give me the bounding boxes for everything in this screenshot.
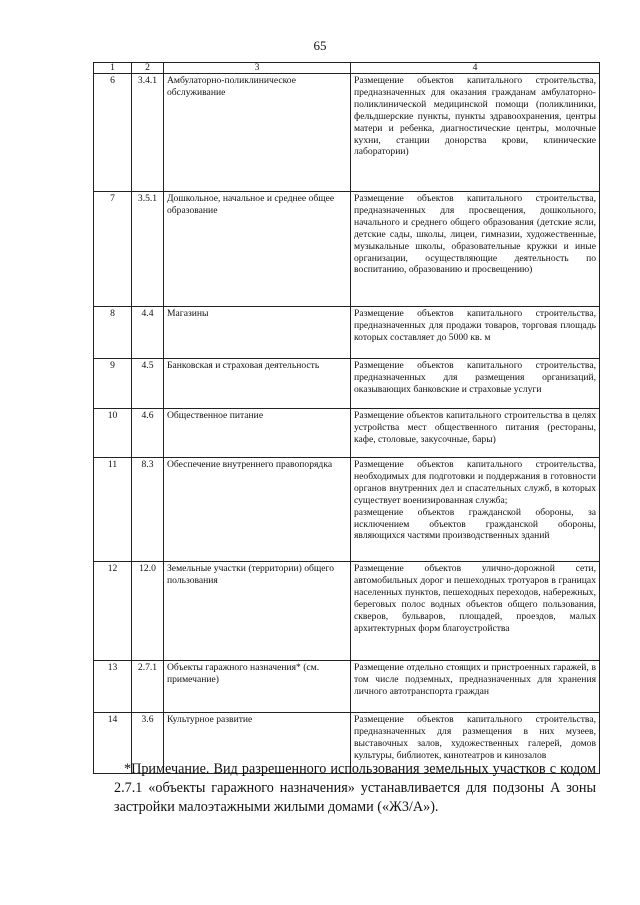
row-name: Обеспечение внутреннего правопорядка [164,458,351,562]
row-name: Культурное развитие [164,713,351,774]
row-number: 13 [94,661,132,713]
row-description: Размещение объектов капитального строительства в целях устройства мест общественного питания (рестораны, кафе, столовые, закусочные, бары) [351,409,600,458]
row-number: 11 [94,458,132,562]
table-row [94,192,600,307]
row-description: Размещение объектов улично-дорожной сети, автомобильных дорог и пешеходных тротуаров в границах населенных пунктов, пешеходных переходов, набережных, береговых полос водных объектов общего пользования, скверов, бульваров, площадей, проездов, малых архитектурных форм благоустройства [351,562,600,661]
table-row [94,74,600,192]
row-number: 6 [94,74,132,192]
row-description: Размещение объектов капитального строительства, необходимых для подготовки и поддержания в готовности органов внутренних дел и спасательных служб, в которых существует военизированная служба; размещение объектов гражданской обороны, за исключением объектов гражданской обороны, являющихся частями производственных зданий [351,458,600,562]
row-name: Дошкольное, начальное и среднее общее образование [164,192,351,307]
row-description: Размещение объектов капитального строительства, предназначенных для размещения организаций, оказывающих банковские и страховые услуги [351,359,600,409]
row-name: Общественное питание [164,409,351,458]
row-number: 7 [94,192,132,307]
row-name: Земельные участки (территории) общего пользования [164,562,351,661]
row-number: 10 [94,409,132,458]
row-description: Размещение объектов капитального строительства, предназначенных для продажи товаров, торговая площадь которых составляет до 5000 кв. м [351,307,600,359]
page-number: 65 [313,38,327,53]
table-body [94,74,600,774]
row-name: Объекты гаражного назначения* (см. примечание) [164,661,351,713]
table-row [94,661,600,713]
table-header-row [94,63,600,74]
header-cell-3: 3 [164,63,351,74]
row-number: 12 [94,562,132,661]
footnote-text: *Примечание. Вид разрешенного использования земельных участков с кодом 2.7.1 «объекты гаражного назначения» устанавливается для подзоны А зоны застройки малоэтажными жилыми домами («Ж3/А»). [114,761,596,815]
row-name: Магазины [164,307,351,359]
row-number: 9 [94,359,132,409]
table-row [94,409,600,458]
table-row [94,307,600,359]
row-number: 14 [94,713,132,774]
row-description: Размещение объектов капитального строительства, предназначенных для просвещения, дошкольного, начального и среднего общего образования (детские ясли, детские сады, школы, лицеи, гимназии, художественные, музыкальные школы, образовательные кружки и иные организации, осуществляющие деятельность по воспитанию, образованию и просвещению) [351,192,600,307]
header-cell-1: 1 [94,63,132,74]
footnote [114,760,596,817]
header-cell-2: 2 [132,63,164,74]
row-name: Амбулаторно-поликлиническое обслуживание [164,74,351,192]
land-use-table [93,62,600,774]
table-row [94,458,600,562]
row-code: 3.4.1 [132,74,164,192]
row-code: 3.6 [132,713,164,774]
row-code: 3.5.1 [132,192,164,307]
row-code: 12.0 [132,562,164,661]
table-row [94,562,600,661]
row-name: Банковская и страховая деятельность [164,359,351,409]
row-code: 4.5 [132,359,164,409]
row-code: 4.6 [132,409,164,458]
row-code: 2.7.1 [132,661,164,713]
header-cell-4: 4 [351,63,600,74]
table-row [94,359,600,409]
row-description: Размещение объектов капитального строительства, предназначенных для размещения в них музеев, выставочных залов, художественных галерей, домов культуры, библиотек, кинотеатров и кинозалов [351,713,600,774]
row-number: 8 [94,307,132,359]
row-description: Размещение объектов капитального строительства, предназначенных для оказания гражданам амбулаторно-поликлинической медицинской помощи (поликлиники, фельдшерские пункты, пункты здравоохранения, центры матери и ребенка, диагностические центры, молочные кухни, станции донорства крови, клинические лаборатории) [351,74,600,192]
row-code: 8.3 [132,458,164,562]
row-code: 4.4 [132,307,164,359]
row-description: Размещение отдельно стоящих и пристроенных гаражей, в том числе подземных, предназначенных для хранения личного автотранспорта граждан [351,661,600,713]
